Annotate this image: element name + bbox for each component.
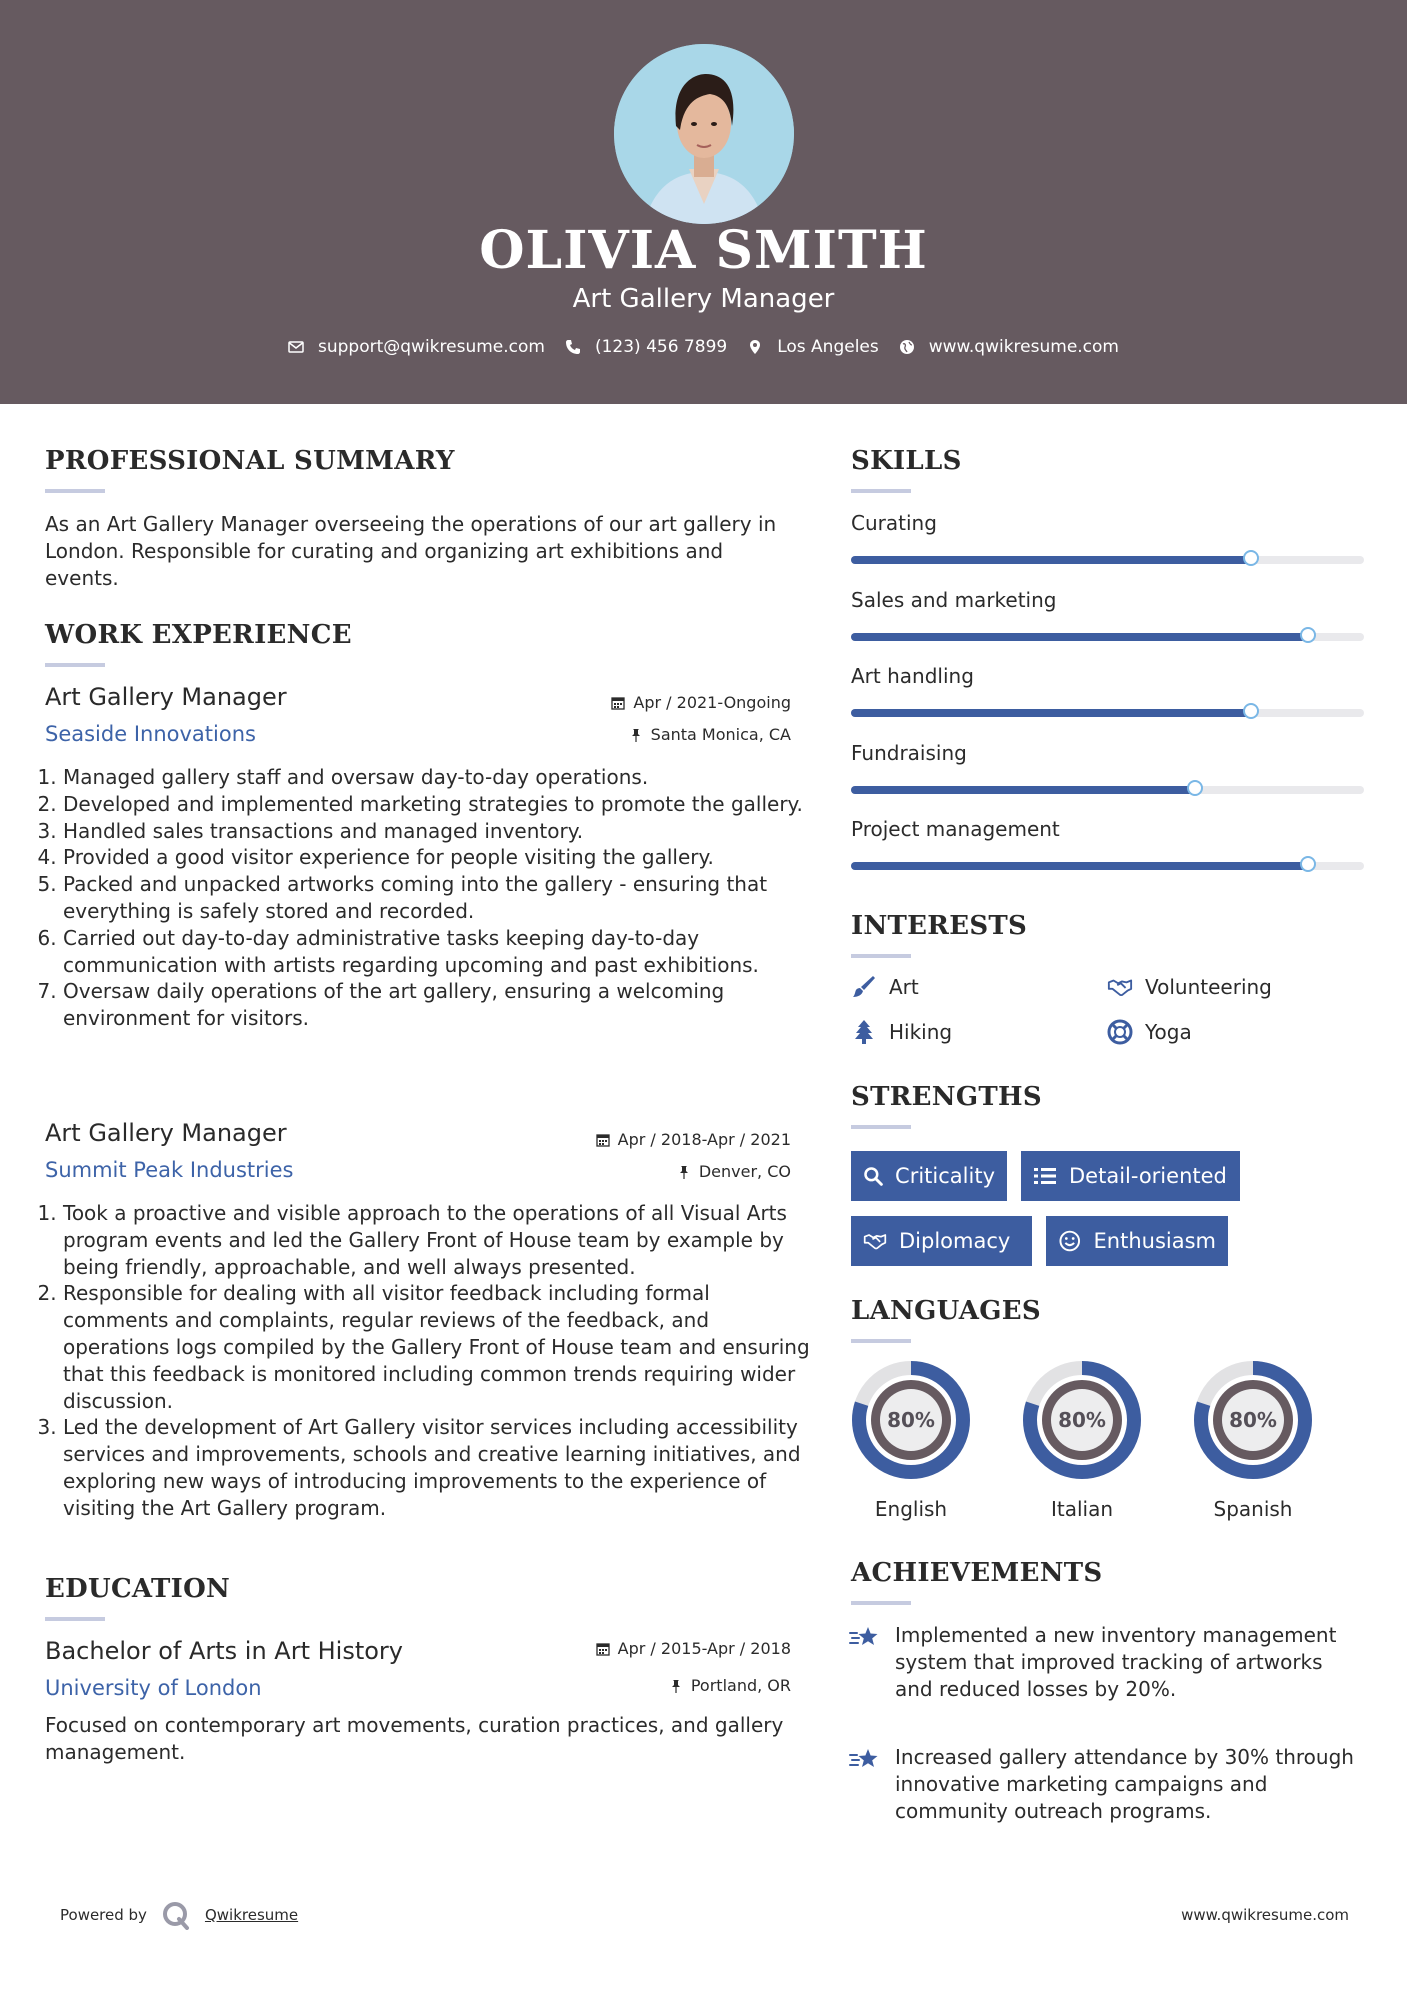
- skill-bar-fill: [851, 709, 1251, 717]
- experience-underline: [45, 663, 105, 667]
- job-company: Seaside Innovations: [45, 722, 256, 746]
- skills-heading: SKILLS: [851, 446, 962, 476]
- achievement-text: Implemented a new inventory management system that improved tracking of artworks and reduced losses by 20%.: [895, 1623, 1337, 1701]
- job-duties-list: [45, 1200, 813, 1522]
- skill-bar: [851, 709, 1364, 717]
- skill-name: Project management: [851, 817, 1060, 841]
- interest-label: Yoga: [1145, 1020, 1192, 1044]
- skill-bar-fill: [851, 633, 1308, 641]
- achievements-heading: ACHIEVEMENTS: [851, 1558, 1103, 1588]
- language-name: English: [874, 1497, 948, 1521]
- language-percent: 80%: [887, 1408, 935, 1432]
- skill-bar-fill: [851, 786, 1195, 794]
- job-location-text: Santa Monica, CA: [650, 725, 791, 744]
- language-donut: [1021, 1359, 1143, 1481]
- language-donut: [850, 1359, 972, 1481]
- contact-location: [747, 337, 879, 357]
- footer-website[interactable]: www.qwikresume.com: [1181, 1906, 1349, 1924]
- education-description: Focused on contemporary art movements, curation practices, and gallery management.: [45, 1713, 784, 1764]
- skill-name: Sales and marketing: [851, 587, 1057, 612]
- language-percent: 80%: [1058, 1408, 1106, 1432]
- footer-powered-by: [60, 1900, 298, 1930]
- education-dates-text: Apr / 2015-Apr / 2018: [617, 1639, 791, 1658]
- resume-header: [0, 0, 1407, 404]
- skill-level-knob: [1300, 856, 1316, 872]
- skill-name: Art handling: [851, 664, 974, 688]
- smile-icon: [1058, 1229, 1082, 1253]
- contact-website-text: www.qwikresume.com: [928, 337, 1119, 357]
- interests-heading: INTERESTS: [851, 911, 1028, 941]
- interest-hiking: [851, 1019, 952, 1045]
- skill-bar: [851, 556, 1364, 564]
- strength-chip: [1021, 1151, 1240, 1201]
- skill-name: Curating: [851, 511, 937, 535]
- strength-chip: [851, 1151, 1007, 1201]
- interest-yoga: [1107, 1019, 1192, 1045]
- qwikresume-link[interactable]: Qwikresume: [204, 1906, 299, 1924]
- shooting-star-icon: [849, 1624, 881, 1652]
- job-dates-text: Apr / 2018-Apr / 2021: [617, 1130, 791, 1149]
- pushpin-icon: [629, 728, 643, 742]
- job-location-text: Denver, CO: [698, 1162, 791, 1181]
- list-icon: [1033, 1164, 1057, 1188]
- job-duty: 4. Provided a good visitor experience for people visiting the gallery.: [63, 844, 813, 871]
- languages-underline: [851, 1339, 911, 1343]
- strength-chip: [1046, 1216, 1228, 1266]
- contact-location-text: Los Angeles: [777, 337, 879, 357]
- job-company: Summit Peak Industries: [45, 1158, 294, 1182]
- candidate-name: OLIVIA SMITH: [479, 220, 928, 281]
- contact-website[interactable]: [899, 337, 1119, 357]
- pushpin-icon: [669, 1679, 683, 1693]
- achievement-item: [849, 1744, 1359, 1825]
- language-item: [850, 1359, 972, 1521]
- skill-bar: [851, 786, 1364, 794]
- education-location: [500, 1676, 791, 1695]
- skill-level-knob: [1187, 780, 1203, 796]
- interest-label: Art: [889, 975, 919, 999]
- language-item: [1192, 1359, 1314, 1521]
- job-duty: 2. Responsible for dealing with all visitor feedback including formal comments and complaints, regular reviews of the feedback, and operations logs compiled by the Gallery Front of House team and ensuring that this feedback is monitored including common trends requiring wider discussion.: [63, 1280, 813, 1414]
- strength-label: Criticality: [895, 1164, 995, 1188]
- achievements-underline: [851, 1601, 911, 1605]
- phone-icon: [565, 339, 581, 355]
- summary-underline: [45, 489, 105, 493]
- qwikresume-logo-icon: [161, 1900, 191, 1930]
- globe-icon: [899, 339, 915, 355]
- job-dates: [500, 693, 791, 712]
- mail-icon: [288, 339, 304, 355]
- strengths-underline: [851, 1125, 911, 1129]
- contact-phone-text: (123) 456 7899: [594, 337, 728, 357]
- search-icon: [863, 1164, 883, 1188]
- language-percent: 80%: [1229, 1408, 1277, 1432]
- skill-bar-fill: [851, 862, 1308, 870]
- calendar-icon: [611, 696, 625, 710]
- paintbrush-icon: [851, 974, 877, 1000]
- job-location: [500, 1162, 791, 1181]
- job-duties-list: [45, 764, 813, 1032]
- handshake-icon: [1107, 974, 1133, 1000]
- candidate-title: Art Gallery Manager: [572, 284, 835, 314]
- contact-phone[interactable]: [565, 337, 727, 357]
- job-location: [500, 725, 791, 744]
- job-dates-text: Apr / 2021-Ongoing: [633, 693, 791, 712]
- shooting-star-icon: [849, 1746, 881, 1774]
- job-duty: 2. Developed and implemented marketing strategies to promote the gallery.: [63, 791, 813, 818]
- strength-chip: [851, 1216, 1032, 1266]
- summary-heading: PROFESSIONAL SUMMARY: [45, 446, 455, 476]
- handshake-icon: [863, 1229, 887, 1253]
- strengths-heading: STRENGTHS: [851, 1082, 1042, 1112]
- languages-heading: LANGUAGES: [851, 1296, 1041, 1326]
- job-duty: 6. Carried out day-to-day administrative tasks keeping day-to-day communication with artists regarding upcoming and past exhibitions.: [63, 925, 813, 979]
- skill-bar: [851, 862, 1364, 870]
- job-duty: 3. Handled sales transactions and managed inventory.: [63, 818, 813, 845]
- achievement-item: [849, 1622, 1359, 1703]
- powered-by-text: Powered by: [60, 1906, 147, 1924]
- strength-label: Detail-oriented: [1069, 1164, 1227, 1188]
- location-pin-icon: [747, 339, 763, 355]
- interest-art: [851, 974, 919, 1000]
- skill-level-knob: [1243, 550, 1259, 566]
- skill-level-knob: [1300, 627, 1316, 643]
- skills-underline: [851, 489, 911, 493]
- skill-bar-fill: [851, 556, 1251, 564]
- contact-email-text: support@qwikresume.com: [318, 337, 545, 357]
- education-location-text: Portland, OR: [690, 1676, 791, 1695]
- skill-name: Fundraising: [851, 740, 967, 765]
- strength-label: Diplomacy: [899, 1229, 1011, 1253]
- education-heading: EDUCATION: [45, 1574, 231, 1604]
- language-name: Italian: [1050, 1497, 1114, 1521]
- skill-level-knob: [1243, 703, 1259, 719]
- education-school: University of London: [45, 1676, 262, 1700]
- profile-photo: [614, 44, 794, 224]
- job-dates: [500, 1130, 791, 1149]
- job-title: Art Gallery Manager: [45, 683, 287, 711]
- experience-heading: WORK EXPERIENCE: [45, 620, 352, 650]
- job-duty: 3. Led the development of Art Gallery visitor services including accessibility services and improvements, schools and creative learning initiatives, and exploring new ways of introducing improvements to the experience of visiting the Art Gallery program.: [63, 1414, 813, 1521]
- tree-icon: [851, 1019, 877, 1045]
- calendar-icon: [596, 1133, 610, 1147]
- contact-email[interactable]: [288, 337, 545, 357]
- lifebuoy-icon: [1107, 1019, 1133, 1045]
- job-duty: 5. Packed and unpacked artworks coming into the gallery - ensuring that everything is safely stored and recorded.: [63, 871, 813, 925]
- interests-underline: [851, 954, 911, 958]
- job-duty: 1. Took a proactive and visible approach to the operations of all Visual Arts program events and led the Gallery Front of House team by example by being friendly, approachable, and well always presented.: [63, 1200, 813, 1280]
- pushpin-icon: [677, 1165, 691, 1179]
- education-underline: [45, 1617, 105, 1621]
- language-name: Spanish: [1213, 1497, 1293, 1521]
- job-duty: 1. Managed gallery staff and oversaw day-to-day operations.: [63, 764, 813, 791]
- education-degree: Bachelor of Arts in Art History: [45, 1637, 403, 1665]
- interest-label: Volunteering: [1145, 975, 1272, 999]
- achievement-text: Increased gallery attendance by 30% through innovative marketing campaigns and community outreach programs.: [895, 1745, 1354, 1823]
- contact-bar: [0, 337, 1407, 357]
- summary-text: As an Art Gallery Manager overseeing the operations of our art gallery in London. Responsible for curating and organizing art exhibitions and events.: [45, 512, 777, 590]
- job-duty: 7. Oversaw daily operations of the art gallery, ensuring a welcoming environment for visitors.: [63, 978, 813, 1032]
- job-title: Art Gallery Manager: [45, 1119, 287, 1147]
- interest-volunteering: [1107, 974, 1272, 1000]
- calendar-icon: [596, 1642, 610, 1656]
- strength-label: Enthusiasm: [1093, 1229, 1216, 1253]
- skill-bar: [851, 633, 1364, 641]
- interest-label: Hiking: [889, 1020, 953, 1044]
- language-item: [1021, 1359, 1143, 1521]
- education-dates: [500, 1639, 791, 1658]
- language-donut: [1192, 1359, 1314, 1481]
